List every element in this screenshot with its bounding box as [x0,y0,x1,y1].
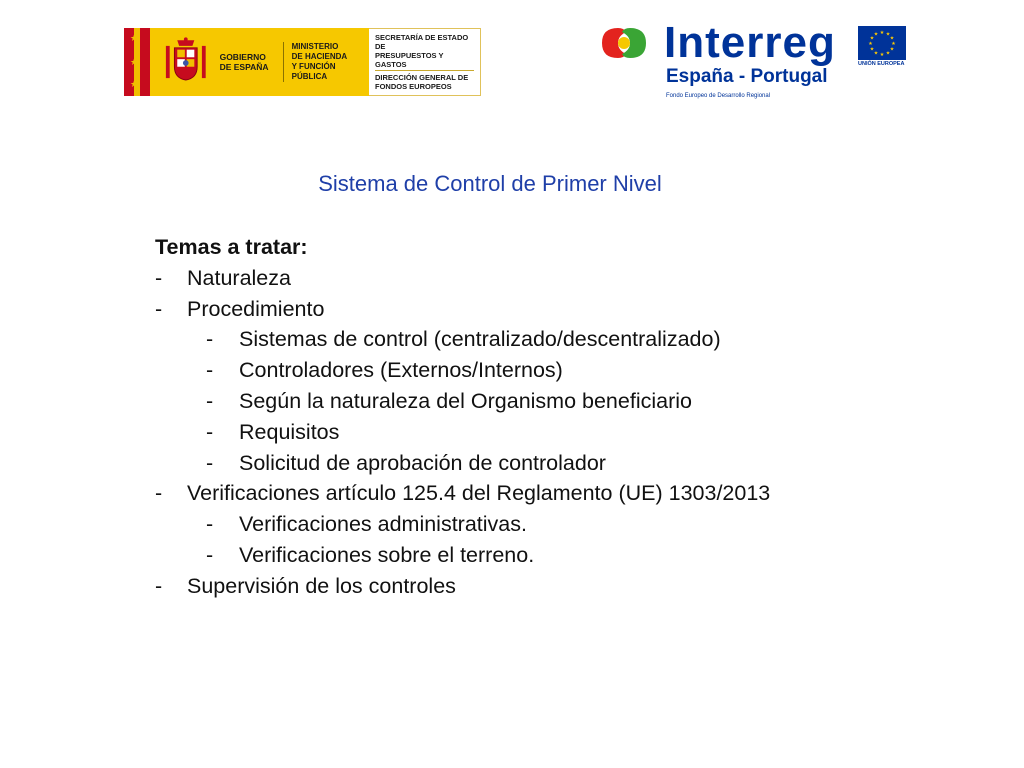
star-icon: ★ [130,57,139,67]
list-item [155,324,770,355]
bullet-dash: - [206,388,214,413]
svg-text:★: ★ [873,50,879,57]
list-item [155,386,770,417]
slide-title: Sistema de Control de Primer Nivel [318,171,662,196]
eu-flag-icon [858,26,906,60]
list-item [155,417,770,448]
star-icon: ★ [130,33,139,43]
bullet-dash: - [206,327,214,352]
list-item-text: Requisitos [239,419,340,444]
interreg-subtitle: España - Portugal [666,66,828,87]
list-item-text: Procedimiento [187,296,325,321]
eu-label: UNIÓN EUROPEA [858,61,905,67]
svg-text:★: ★ [885,50,891,57]
interreg-mark-icon [600,26,650,60]
bullet-dash: - [206,542,214,567]
svg-text:★: ★ [889,46,895,53]
list-item [155,294,770,325]
list-item-text: Verificaciones sobre el terreno. [239,542,535,567]
interreg-logo [600,18,910,104]
list-item [155,540,770,571]
list-item [155,509,770,540]
list-item-text: Controladores (Externos/Internos) [239,358,563,383]
bullet-dash: - [206,358,214,383]
bullet-dash: - [206,450,214,475]
bullet-dash: - [206,419,214,444]
bullet-dash: - [155,296,163,321]
ministry-name: MINISTERIO DE HACIENDA Y FUNCIÓN PÚBLICA [283,42,369,82]
gov-main-panel [150,28,369,96]
list-item [155,448,770,479]
list-item-text: Sistemas de control (centralizado/descentralizado) [239,327,721,352]
divider [375,70,474,71]
svg-text:★: ★ [873,31,879,38]
svg-text:★: ★ [885,31,891,38]
gov-departments [369,28,481,96]
list-item-text: Supervisión de los controles [187,573,456,598]
svg-text:★: ★ [868,41,873,47]
secretaria-label: SECRETARÍA DE ESTADO DE PRESUPUESTOS Y GASTOS [375,32,469,69]
svg-text:★: ★ [869,35,875,42]
list-item [155,571,770,602]
list-item [155,263,770,294]
gobierno-espana-logo [124,28,481,96]
interreg-fund-label: Fondo Europeo de Desarrollo Regional [666,93,771,99]
flag-stripe [124,28,150,96]
star-icon: ★ [130,79,139,89]
interreg-wordmark: Interreg [664,18,836,67]
coat-of-arms-icon [164,35,208,89]
list-item-text: Verificaciones administrativas. [239,512,527,537]
svg-text:★: ★ [879,30,885,36]
list-item [155,478,770,509]
direccion-label: DIRECCIÓN GENERAL DE FONDOS EUROPEOS [375,73,469,92]
bullet-dash: - [155,573,163,598]
topics-heading: Temas a tratar: [155,235,308,259]
list-item [155,355,770,386]
svg-text:★: ★ [889,35,895,42]
gov-name: GOBIERNO DE ESPAÑA [219,52,269,72]
bullet-dash: - [155,481,163,506]
list-item-text: Solicitud de aprobación de controlador [239,450,606,475]
list-item-text: Según la naturaleza del Organismo beneficiario [239,388,692,413]
topics-list [155,232,770,602]
svg-text:★: ★ [891,41,896,47]
topics-items [155,263,770,602]
svg-text:★: ★ [869,46,875,53]
bullet-dash: - [155,265,163,290]
list-item-text: Naturaleza [187,265,291,290]
bullet-dash: - [206,512,214,537]
list-item-text: Verificaciones artículo 125.4 del Reglamento (UE) 1303/2013 [187,481,771,506]
svg-text:★: ★ [879,52,885,58]
